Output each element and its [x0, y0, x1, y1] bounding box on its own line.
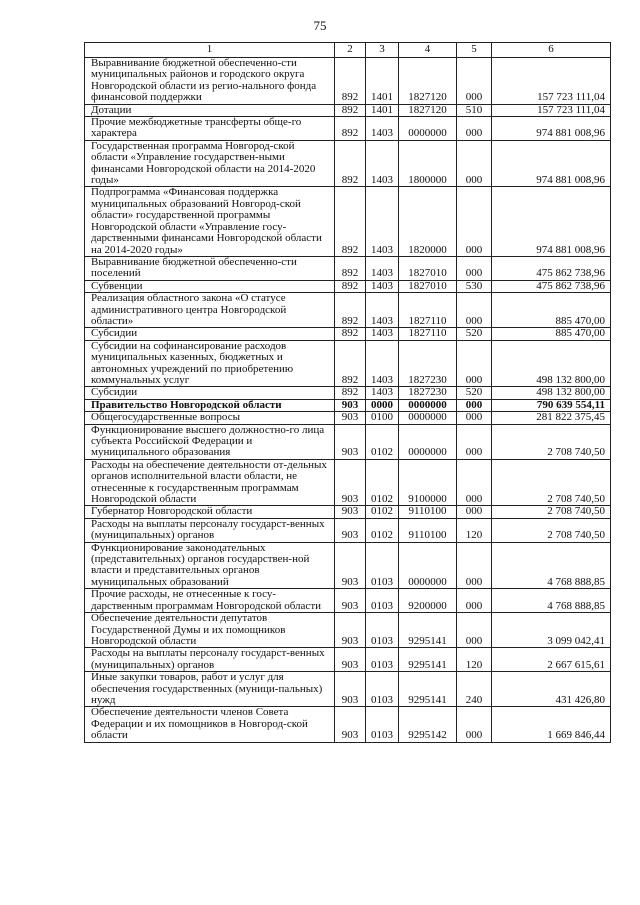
row-section-cell: 1403: [366, 328, 399, 340]
row-target-cell: 0000000: [399, 412, 457, 424]
row-section-cell: 0000: [366, 399, 399, 411]
row-section-cell: 0103: [366, 542, 399, 589]
row-code-cell: 892: [335, 340, 366, 387]
row-name-cell: Прочие межбюджетные трансферты обще-го характера: [85, 117, 335, 141]
row-code-cell: 903: [335, 412, 366, 424]
table-row: [85, 387, 611, 399]
row-name-cell: Общегосударственные вопросы: [85, 412, 335, 424]
row-section-cell: 0102: [366, 506, 399, 518]
row-target-cell: 0000000: [399, 399, 457, 411]
row-name-cell: Реализация областного закона «О статусе административного центра Новгородской области»: [85, 293, 335, 328]
row-type-cell: 000: [457, 589, 492, 613]
row-code-cell: 892: [335, 387, 366, 399]
row-type-cell: 000: [457, 140, 492, 187]
row-name-cell: Иные закупки товаров, работ и услуг для обеспечения государственных (муници-пальных) нужд: [85, 672, 335, 707]
row-amount-cell: 885 470,00: [492, 328, 611, 340]
row-name-cell: Выравнивание бюджетной обеспеченно-сти муниципальных районов и городского округа Новгородской области из регио-нального фонда финансовой поддержки: [85, 58, 335, 105]
row-name-cell: Дотации: [85, 104, 335, 116]
row-type-cell: 000: [457, 506, 492, 518]
row-type-cell: 000: [457, 613, 492, 648]
row-type-cell: 000: [457, 117, 492, 141]
table-row: [85, 672, 611, 707]
row-amount-cell: 1 669 846,44: [492, 707, 611, 742]
table-row: [85, 518, 611, 542]
table-row: [85, 424, 611, 459]
row-target-cell: 1827120: [399, 104, 457, 116]
row-code-cell: 892: [335, 58, 366, 105]
row-section-cell: 0102: [366, 424, 399, 459]
table-row: [85, 328, 611, 340]
table-row: [85, 140, 611, 187]
table-row: [85, 542, 611, 589]
row-code-cell: 892: [335, 104, 366, 116]
row-type-cell: 000: [457, 412, 492, 424]
row-name-cell: Губернатор Новгородской области: [85, 506, 335, 518]
table-row: [85, 613, 611, 648]
row-name-cell: Обеспечение деятельности депутатов Государственной Думы и их помощников Новгородской области: [85, 613, 335, 648]
row-name-cell: Обеспечение деятельности членов Совета Федерации и их помощников в Новгород-ской области: [85, 707, 335, 742]
row-section-cell: 0103: [366, 589, 399, 613]
table-row: [85, 104, 611, 116]
row-type-cell: 120: [457, 518, 492, 542]
row-name-cell: Функционирование высшего должностно-го лица субъекта Российской Федерации и муниципального образования: [85, 424, 335, 459]
row-target-cell: 1827010: [399, 280, 457, 292]
row-target-cell: 9295142: [399, 707, 457, 742]
row-type-cell: 000: [457, 340, 492, 387]
row-section-cell: 0103: [366, 613, 399, 648]
row-amount-cell: 281 822 375,45: [492, 412, 611, 424]
row-target-cell: 9295141: [399, 648, 457, 672]
row-section-cell: 1403: [366, 187, 399, 256]
table-body: [85, 58, 611, 743]
table-row: [85, 293, 611, 328]
row-type-cell: 000: [457, 399, 492, 411]
row-type-cell: 000: [457, 459, 492, 506]
row-amount-cell: 974 881 008,96: [492, 140, 611, 187]
row-code-cell: 903: [335, 542, 366, 589]
row-type-cell: 000: [457, 256, 492, 280]
row-code-cell: 903: [335, 613, 366, 648]
header-cell-6: 6: [492, 43, 611, 58]
row-target-cell: 1827110: [399, 293, 457, 328]
table-row: [85, 412, 611, 424]
row-target-cell: 9200000: [399, 589, 457, 613]
row-type-cell: 000: [457, 424, 492, 459]
row-section-cell: 1401: [366, 58, 399, 105]
row-code-cell: 903: [335, 424, 366, 459]
header-cell-4: 4: [399, 43, 457, 58]
row-type-cell: 000: [457, 707, 492, 742]
row-type-cell: 510: [457, 104, 492, 116]
row-code-cell: 892: [335, 140, 366, 187]
row-amount-cell: 2 708 740,50: [492, 424, 611, 459]
row-section-cell: 1403: [366, 340, 399, 387]
row-amount-cell: 157 723 111,04: [492, 58, 611, 105]
row-name-cell: Субсидии на софинансирование расходов муниципальных казенных, бюджетных и автономных учреждений по приобретению коммунальных услуг: [85, 340, 335, 387]
row-code-cell: 903: [335, 707, 366, 742]
row-code-cell: 903: [335, 672, 366, 707]
row-name-cell: Правительство Новгородской области: [85, 399, 335, 411]
row-section-cell: 0100: [366, 412, 399, 424]
row-code-cell: 892: [335, 256, 366, 280]
row-amount-cell: 974 881 008,96: [492, 187, 611, 256]
row-name-cell: Субсидии: [85, 387, 335, 399]
row-amount-cell: 3 099 042,41: [492, 613, 611, 648]
row-name-cell: Государственная программа Новгород-ской области «Управление государствен-ными финансами Новгородской области на 2014-2020 годы»: [85, 140, 335, 187]
table-row: [85, 506, 611, 518]
row-target-cell: 9110100: [399, 518, 457, 542]
row-section-cell: 1403: [366, 387, 399, 399]
row-section-cell: 1403: [366, 280, 399, 292]
row-type-cell: 000: [457, 187, 492, 256]
row-target-cell: 1820000: [399, 187, 457, 256]
row-section-cell: 1403: [366, 256, 399, 280]
row-target-cell: 1800000: [399, 140, 457, 187]
row-section-cell: 0103: [366, 707, 399, 742]
row-target-cell: 1827230: [399, 387, 457, 399]
row-section-cell: 1403: [366, 293, 399, 328]
row-section-cell: 0102: [366, 518, 399, 542]
table-row: [85, 280, 611, 292]
row-section-cell: 1403: [366, 140, 399, 187]
table-row: [85, 187, 611, 256]
row-target-cell: 0000000: [399, 542, 457, 589]
row-target-cell: 1827230: [399, 340, 457, 387]
row-name-cell: Расходы на выплаты персоналу государст-венных (муниципальных) органов: [85, 648, 335, 672]
row-amount-cell: 498 132 800,00: [492, 387, 611, 399]
row-type-cell: 520: [457, 328, 492, 340]
row-amount-cell: 4 768 888,85: [492, 542, 611, 589]
header-cell-1: 1: [85, 43, 335, 58]
row-amount-cell: 2 667 615,61: [492, 648, 611, 672]
row-code-cell: 892: [335, 117, 366, 141]
row-code-cell: 903: [335, 589, 366, 613]
row-name-cell: Подпрограмма «Финансовая поддержка муниципальных образований Новгород-ской области» государственной программы Новгородской области «Управление госу-дарственными финансами Новгородской области на 2014-2020 годы»: [85, 187, 335, 256]
row-section-cell: 1401: [366, 104, 399, 116]
row-target-cell: 1827110: [399, 328, 457, 340]
header-cell-2: 2: [335, 43, 366, 58]
row-name-cell: Расходы на выплаты персоналу государст-венных (муниципальных) органов: [85, 518, 335, 542]
table-row: [85, 399, 611, 411]
row-amount-cell: 4 768 888,85: [492, 589, 611, 613]
header-cell-5: 5: [457, 43, 492, 58]
row-target-cell: 1827120: [399, 58, 457, 105]
row-target-cell: 1827010: [399, 256, 457, 280]
row-code-cell: 903: [335, 399, 366, 411]
row-amount-cell: 885 470,00: [492, 293, 611, 328]
table-row: [85, 648, 611, 672]
row-type-cell: 000: [457, 58, 492, 105]
row-amount-cell: 475 862 738,96: [492, 256, 611, 280]
row-code-cell: 903: [335, 648, 366, 672]
row-amount-cell: 790 639 554,11: [492, 399, 611, 411]
row-name-cell: Функционирование законодательных (представительных) органов государствен-ной власти и представительных органов муниципальных образований: [85, 542, 335, 589]
row-code-cell: 892: [335, 293, 366, 328]
row-section-cell: 0103: [366, 648, 399, 672]
row-section-cell: 1403: [366, 117, 399, 141]
row-code-cell: 892: [335, 280, 366, 292]
table-row: [85, 589, 611, 613]
table-row: [85, 459, 611, 506]
row-type-cell: 000: [457, 293, 492, 328]
page-number: 75: [313, 18, 327, 33]
row-amount-cell: 2 708 740,50: [492, 506, 611, 518]
row-amount-cell: 2 708 740,50: [492, 518, 611, 542]
row-code-cell: 903: [335, 506, 366, 518]
row-target-cell: 9295141: [399, 613, 457, 648]
row-amount-cell: 431 426,80: [492, 672, 611, 707]
row-code-cell: 892: [335, 328, 366, 340]
row-code-cell: 903: [335, 459, 366, 506]
row-name-cell: Прочие расходы, не отнесенные к госу-дарственным программам Новгородской области: [85, 589, 335, 613]
row-target-cell: 9295141: [399, 672, 457, 707]
row-name-cell: Субсидии: [85, 328, 335, 340]
budget-table: [84, 42, 611, 743]
table-row: [85, 117, 611, 141]
row-target-cell: 9110100: [399, 506, 457, 518]
row-amount-cell: 475 862 738,96: [492, 280, 611, 292]
row-amount-cell: 157 723 111,04: [492, 104, 611, 116]
header-row: [85, 43, 611, 58]
table-row: [85, 707, 611, 742]
row-type-cell: 120: [457, 648, 492, 672]
row-code-cell: 892: [335, 187, 366, 256]
table-row: [85, 340, 611, 387]
row-target-cell: 0000000: [399, 424, 457, 459]
row-amount-cell: 974 881 008,96: [492, 117, 611, 141]
row-amount-cell: 498 132 800,00: [492, 340, 611, 387]
row-type-cell: 530: [457, 280, 492, 292]
row-section-cell: 0103: [366, 672, 399, 707]
header-cell-3: 3: [366, 43, 399, 58]
row-type-cell: 000: [457, 542, 492, 589]
row-target-cell: 9100000: [399, 459, 457, 506]
row-name-cell: Субвенции: [85, 280, 335, 292]
row-target-cell: 0000000: [399, 117, 457, 141]
table-row: [85, 58, 611, 105]
row-name-cell: Расходы на обеспечение деятельности от-дельных органов исполнительной власти области, не отнесенные к государственным программам Новгородской области: [85, 459, 335, 506]
row-section-cell: 0102: [366, 459, 399, 506]
table-row: [85, 256, 611, 280]
row-type-cell: 240: [457, 672, 492, 707]
row-code-cell: 903: [335, 518, 366, 542]
row-amount-cell: 2 708 740,50: [492, 459, 611, 506]
row-name-cell: Выравнивание бюджетной обеспеченно-сти поселений: [85, 256, 335, 280]
row-type-cell: 520: [457, 387, 492, 399]
